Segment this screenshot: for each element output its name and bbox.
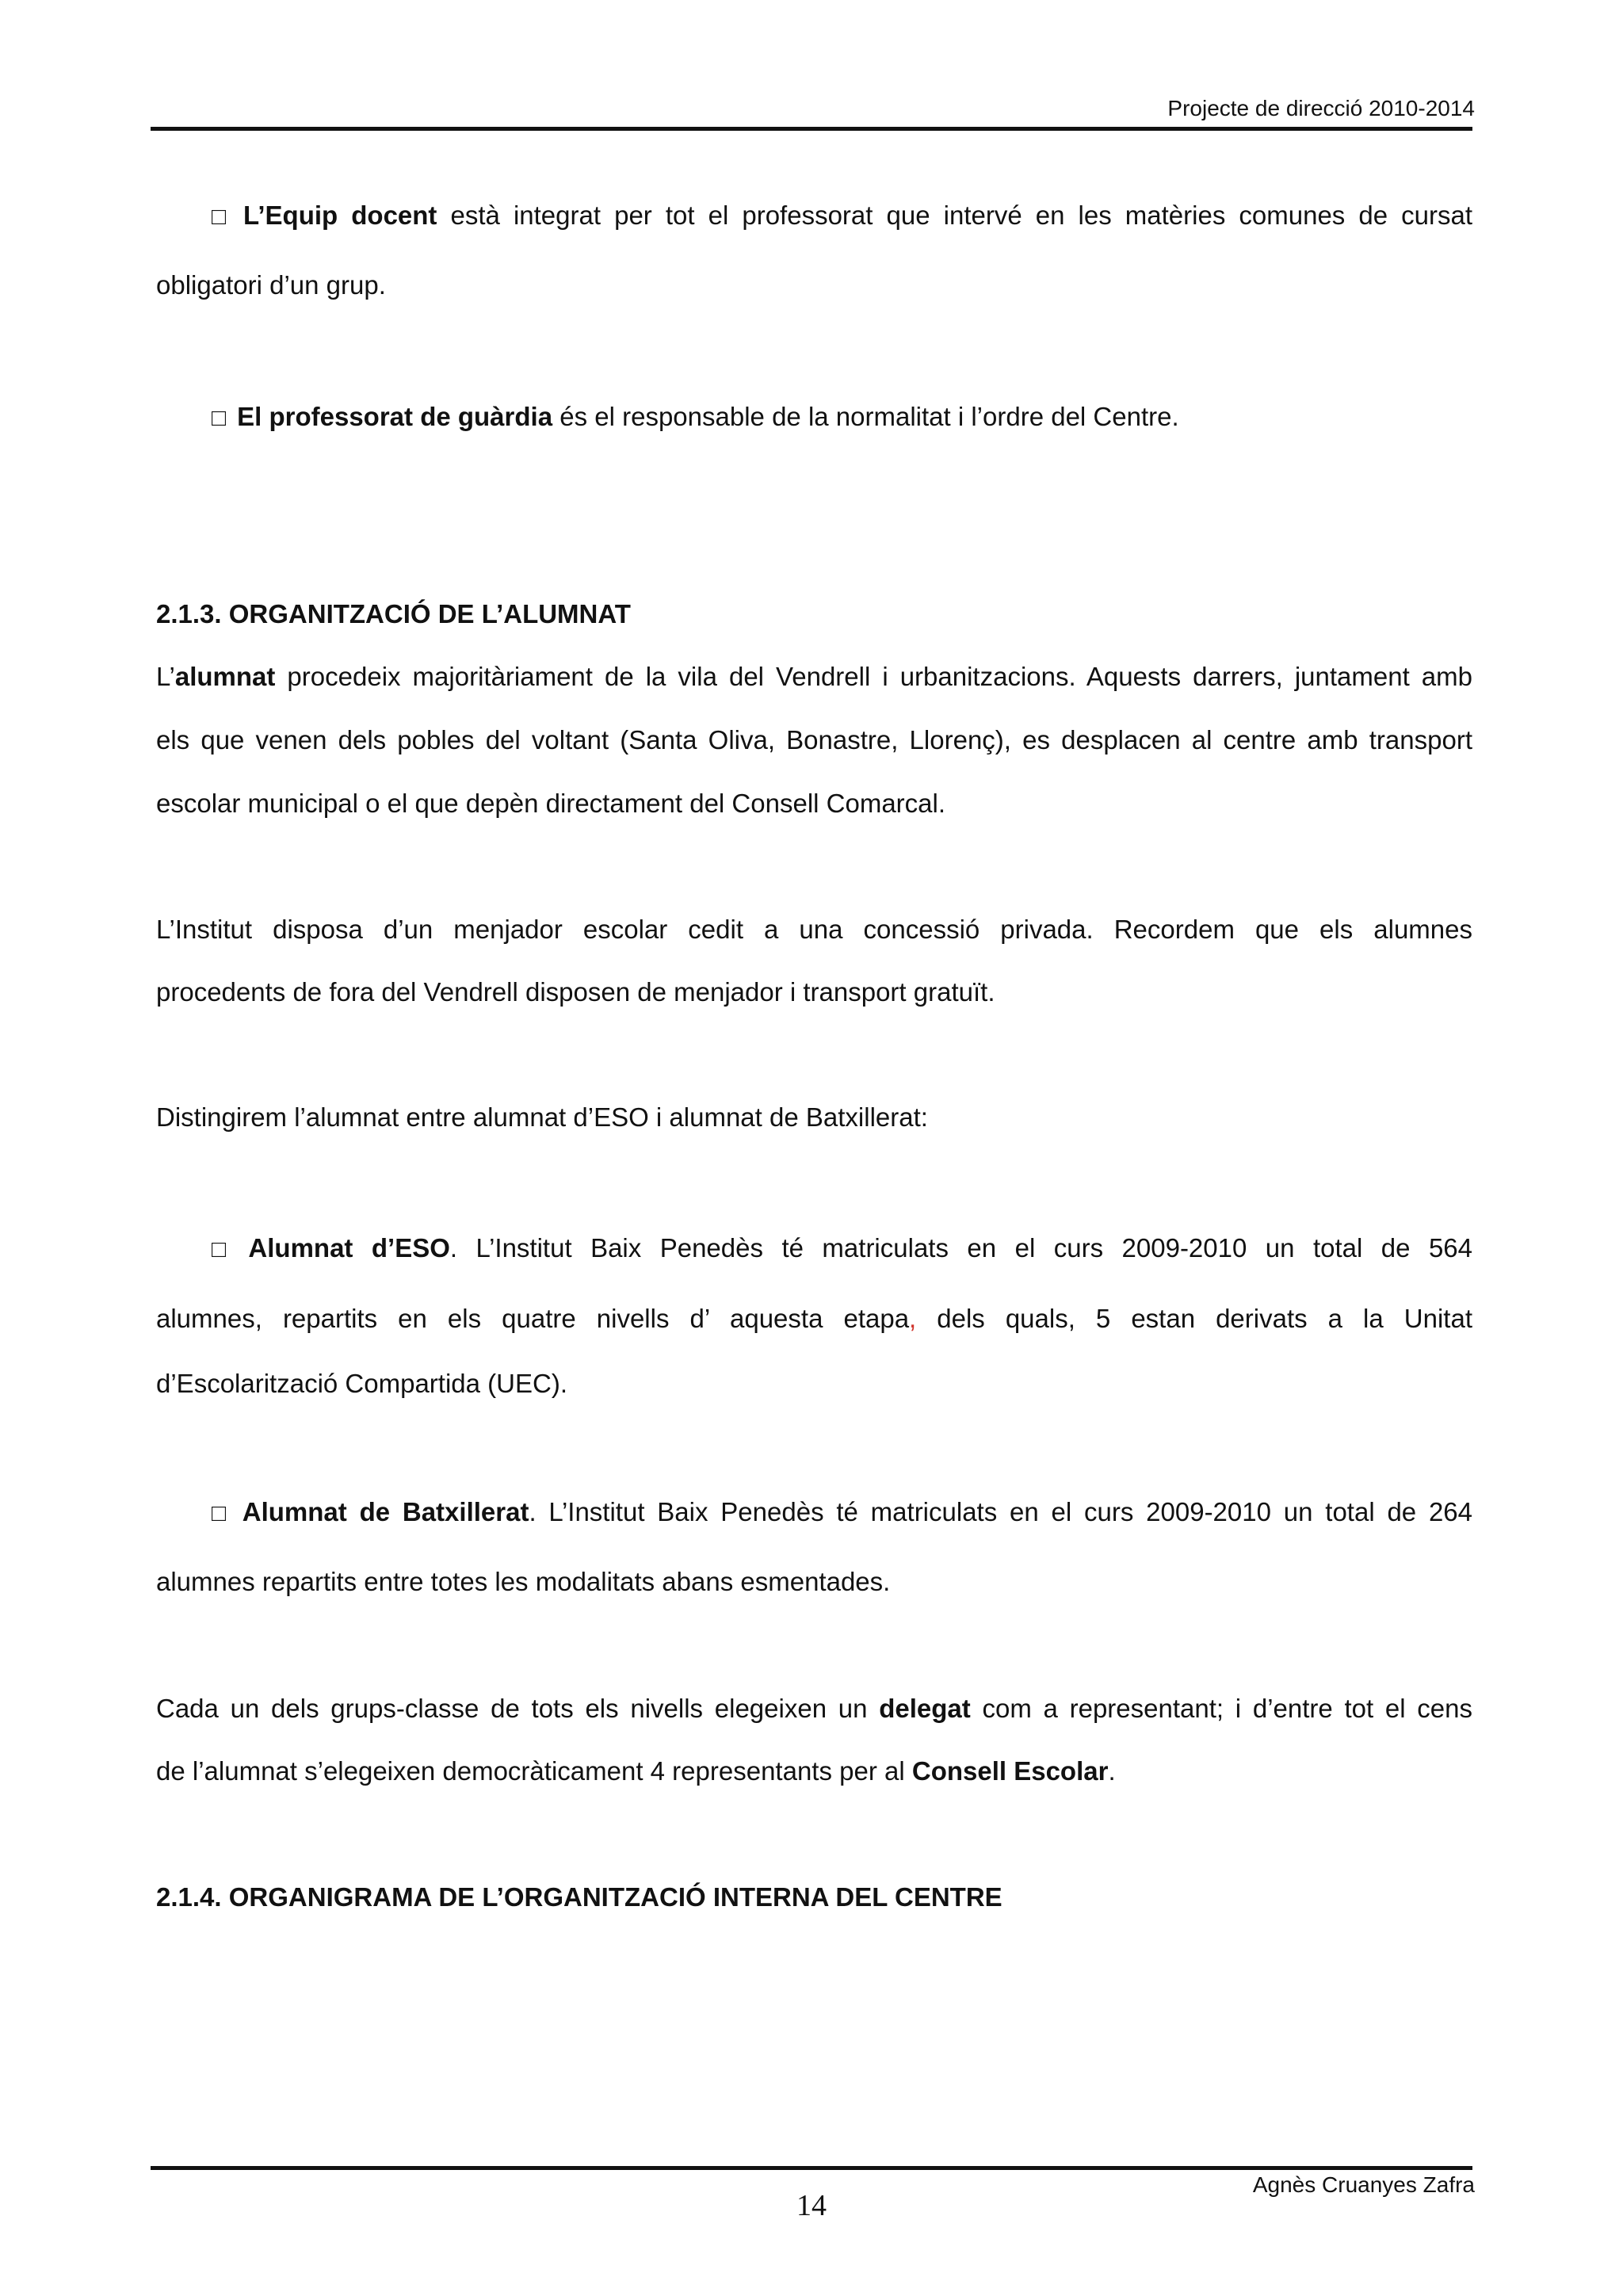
eso-line-1: □ Alumnat d’ESO. L’Institut Baix Penedès té matriculats en el curs 2009-2010 un total de 564 xyxy=(212,1233,1473,1263)
section-heading-2-1-4: 2.1.4. ORGANIGRAMA DE L’ORGANITZACIÓ INTERNA DEL CENTRE xyxy=(156,1882,1002,1912)
consell-escolar-term: Consell Escolar xyxy=(911,1756,1109,1786)
equip-docent-line-2: obligatori d’un grup. xyxy=(156,270,386,300)
equip-docent-line-1: □ L’Equip docent està integrat per tot el professorat que intervé en les matèries comunes de cursat xyxy=(212,201,1473,230)
page-number: 14 xyxy=(796,2189,827,2222)
checkbox-icon: □ xyxy=(212,204,233,230)
eso-line-3: d’Escolarització Compartida (UEC). xyxy=(156,1369,567,1398)
delegat-para-line-1: Cada un dels grups-classe de tots els nivells elegeixen un delegat com a representant; i d’entre tot el cens xyxy=(156,1694,1472,1723)
header-rule xyxy=(151,127,1472,131)
professorat-guardia-term: El professorat de guàrdia xyxy=(237,402,553,431)
alumnat-term: alumnat xyxy=(174,662,276,691)
delegat-para-line-2: de l’alumnat s’elegeixen democràticament 4 representants per al Consell Escolar. xyxy=(156,1756,1116,1786)
section-heading-2-1-3: 2.1.3. ORGANITZACIÓ DE L’ALUMNAT xyxy=(156,599,631,628)
menjador-para-line-1: L’Institut disposa d’un menjador escolar cedit a una concessió privada. Recordem que els alumnes xyxy=(156,915,1472,944)
checkbox-icon: □ xyxy=(212,1236,238,1263)
menjador-para-line-2: procedents de fora del Vendrell disposen de menjador i transport gratuït. xyxy=(156,977,995,1007)
footer-rule xyxy=(151,2166,1472,2170)
footer-author: Agnès Cruanyes Zafra xyxy=(1252,2172,1475,2197)
equip-docent-term: L’Equip docent xyxy=(243,201,437,230)
batxillerat-line-1: □ Alumnat de Batxillerat. L’Institut Baix Penedès té matriculats en el curs 2009-2010 un total de 264 xyxy=(212,1497,1473,1526)
batxillerat-line-2: alumnes repartits entre totes les modalitats abans esmentades. xyxy=(156,1567,891,1596)
header-title: Projecte de direcció 2010-2014 xyxy=(1167,96,1475,120)
batxillerat-term: Alumnat de Batxillerat xyxy=(242,1497,529,1526)
alumnat-para-line-1: L’alumnat procedeix majoritàriament de la vila del Vendrell i urbanitzacions. Aquests darrers, juntament amb xyxy=(156,662,1472,691)
eso-term: Alumnat d’ESO xyxy=(248,1233,450,1263)
checkbox-icon: □ xyxy=(212,405,227,431)
delegat-term: delegat xyxy=(879,1694,971,1723)
eso-line-2: alumnes, repartits en els quatre nivells d’ aquesta etapa, dels quals, 5 estan derivats a la Unitat xyxy=(156,1304,1472,1333)
distingirem-para: Distingirem l’alumnat entre alumnat d’ESO i alumnat de Batxillerat: xyxy=(156,1102,928,1132)
alumnat-para-line-3: escolar municipal o el que depèn directament del Consell Comarcal. xyxy=(156,789,946,818)
alumnat-para-line-2: els que venen dels pobles del voltant (Santa Oliva, Bonastre, Llorenç), es desplacen al centre amb transport xyxy=(156,725,1472,755)
checkbox-icon: □ xyxy=(212,1500,231,1526)
professorat-guardia-line: □ El professorat de guàrdia és el responsable de la normalitat i l’ordre del Centre. xyxy=(212,402,1179,431)
